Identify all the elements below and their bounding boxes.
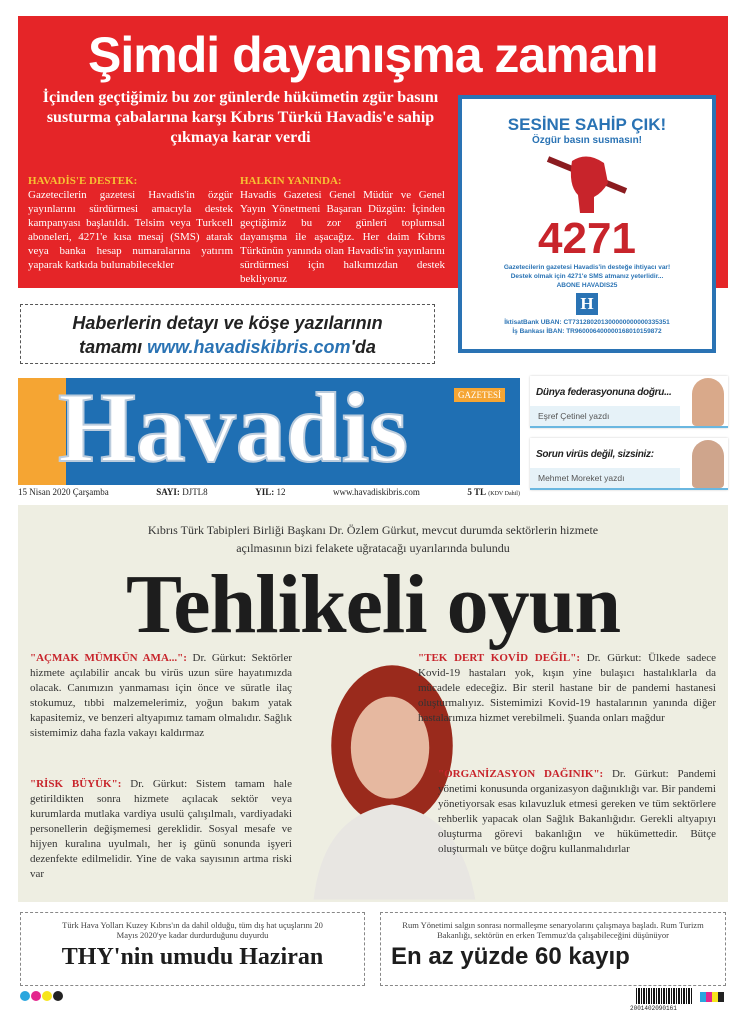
column-heading: HALKIN YANINDA: [240, 175, 342, 187]
section-text: Dr. Gürkut: Sektörler hizmete açılabilir ancak bu virüs uzun süre hayatımızda olacak. Canımızın yanmaması için önce ve süratle ilaç stokumuz, tıbbi malzemelerimiz, yoğun bakım yatak kapasitemiz, ve benzeri altyapımız tamam olmalıdır. Sağlık sistemimiz daha fazla vakayı kaldırmaz [30, 652, 292, 739]
bank-account: İktisatBank UBAN: CT731280201300000000000335351 [504, 319, 670, 326]
sms-campaign-ad [458, 95, 716, 353]
story-section [418, 651, 716, 726]
section-text: Dr. Gürkut: Ülkede sadece Kovid-19 hastaları yok, kışın yine bulaşıcı hastalıklarla da mücadele edeceğiz. Bir steril hastane bir de pandemi hastanesi oluşturmalıyız. Sistemimizi Kovid-19 hastalarının yanında diğer hastalarımıza hizmet verebilmeli. Şuanda onları mağdur [418, 652, 716, 724]
banner-column-support [28, 174, 233, 272]
story-section [30, 651, 292, 741]
bottom-story[interactable] [380, 912, 726, 986]
banner-title: Şimdi dayanışma zamanı [88, 27, 658, 83]
ad-subtitle: Özgür basın susmasın! [531, 135, 643, 146]
columnist-teaser[interactable] [530, 376, 728, 428]
columnist-author: Mehmet Moreket yazdı [530, 468, 680, 488]
price: 5 TL [467, 487, 486, 497]
promo-line: Haberlerin detayı ve köşe yazılarının [72, 313, 383, 333]
bottom-story[interactable] [20, 912, 365, 986]
cmyk-cyan-mark [20, 991, 30, 1001]
story-section [438, 767, 716, 857]
promo-text: 'da [350, 337, 376, 357]
havadis-logo-icon: H [576, 293, 598, 315]
bottom-story-subtitle: Türk Hava Yolları Kuzey Kıbrıs'ın da dahil olduğu, tüm dış hat uçuşlarını 20 Mayıs 2020'ye kadar durdurduğunu duyurdu [62, 920, 323, 940]
site-url: www.havadiskibris.com [332, 487, 420, 497]
promo-text: tamamı [79, 337, 148, 357]
columnist-author: Eşref Çetinel yazdı [530, 406, 680, 426]
story-subtitle: Kıbrıs Türk Tabipleri Birliği Başkanı Dr. Özlem Gürkut, mevcut durumda sektörlerin hizmete açılmasının bizi felakete uğratacağı uyarılarında bulundu [147, 523, 599, 555]
website-promo [20, 304, 435, 364]
year-label: YIL: [255, 487, 275, 497]
section-heading: "RİSK BÜYÜK": [30, 778, 122, 790]
issue-number: DJTL8 [182, 487, 208, 497]
bottom-story-subtitle: Rum Yönetimi salgın sonrası normalleşme senaryolarını çalışmaya başladı. Rum Turizm Bakanlığı, sektörün en erken Temmuz'da çalışabileceğini düşünüyor [402, 920, 704, 940]
story-headline: Tehlikeli oyun [125, 558, 621, 651]
price-note: (KDV Dahil) [488, 491, 520, 497]
columnist-photo [692, 440, 724, 488]
section-heading: "TEK DERT KOVİD DEĞİL": [418, 652, 581, 664]
newspaper-logo: Havadis [58, 372, 409, 483]
logo-tag: GAZETESİ [454, 388, 505, 402]
bottom-story-headline: THY'nin umudu Haziran [61, 944, 324, 970]
ad-title: SESİNE SAHİP ÇIK! [507, 115, 667, 134]
column-text: Gazetecilerin gazetesi Havadis'in özgür yayınlarını sürdürmesi amacıyla destek kampanyası başlatıldı. Telsim veya Turkcell aboneleri, 4271'e kısa mesaj (SMS) atarak veya banka hesap numaralarına yatırım yaparak katkıda bulunabilecekler [28, 189, 233, 271]
color-bar [700, 992, 724, 1002]
year-number: 12 [276, 487, 286, 497]
column-title: Sorun virüs değil, sizsiniz: [536, 449, 654, 460]
columnist-photo [692, 378, 724, 426]
main-story [18, 505, 728, 902]
masthead [18, 372, 520, 485]
banner-column-public [240, 174, 445, 286]
issue-date: 15 Nisan 2020 Çarşamba [18, 487, 109, 497]
section-text: Dr. Gürkut: Sistem tamam hale getirildikten sonra hizmete açılacak sektör veya kurumlarda mutlaka vardiya usulü çalışılmalı, vardiyadaki personellerin değişmemesi gereklidir. Sosyal mesafe ve hijyen kuralına uyulmalı, her iş günü sonunda işyeri dezenfekte edilmelidir. Yine de vaka sayısının artma riski var [30, 778, 292, 880]
barcode [636, 988, 692, 1004]
cmyk-black-mark [53, 991, 63, 1001]
bank-account: İş Bankası İBAN: TR960006400000168010159872 [512, 328, 662, 335]
column-heading: HAVADİS'E DESTEK: [28, 175, 138, 187]
issue-label: SAYI: [156, 487, 180, 497]
barcode-number: 2001402090161 [630, 1005, 677, 1012]
ad-line: ABONE HAVADIS25 [556, 282, 618, 289]
ad-line: Destek olmak için 4271'e SMS atmanız yeterlidir... [510, 273, 664, 280]
column-text: Havadis Gazetesi Genel Müdür ve Genel Yayın Yönetmeni Başaran Düzgün: İçinden geçtiğimiz bu zor günleri toplumsal dayanışma ile aşacağız. Her daim Kıbrıs Türkünün yanında olan Havadis'in yayınlarını sürdürmesi için halkımızdan destek bekliyoruz [240, 189, 445, 285]
bottom-story-headline: En az yüzde 60 kayıp [391, 943, 630, 970]
section-heading: "ORGANİZASYON DAĞINIK": [438, 768, 604, 780]
section-text: Dr. Gürkut: Pandemi yönetimi konusunda organizasyon dağınıklığı var. Bir pandemi yönetiyorsak esas kılavuzluk etmesi gereken ve tüm sektörlere rehberlik yapacak olan Sağlık Bakanlığıdır. Gerekli altyapıyı oluşturma görevi bakanlığın ve hükümettedir. Bütçe oluşturmalı ve bütçe doğru kullanmalıdırlar [438, 768, 716, 855]
banner-subtitle: İçinden geçtiğimiz bu zor günlerde hükümetin zgür basını susturma çabalarına karşı Kıbrıs Türkü Havadis'e sahip çıkmaya karar verdi [42, 89, 439, 146]
sms-number: 4271 [538, 214, 636, 263]
columnist-teaser[interactable] [530, 438, 728, 490]
ad-line: Gazetecilerin gazetesi Havadis'in desteğe ihtiyacı var! [503, 264, 671, 271]
website-link[interactable]: www.havadiskibris.com [147, 337, 351, 357]
story-section [30, 777, 292, 882]
section-heading: "AÇMAK MÜMKÜN AMA...": [30, 652, 187, 664]
cmyk-yellow-mark [42, 991, 52, 1001]
dateline [18, 486, 520, 500]
column-title: Dünya federasyonuna doğru... [536, 387, 672, 398]
cmyk-magenta-mark [31, 991, 41, 1001]
fist-pencil-icon [542, 151, 632, 213]
